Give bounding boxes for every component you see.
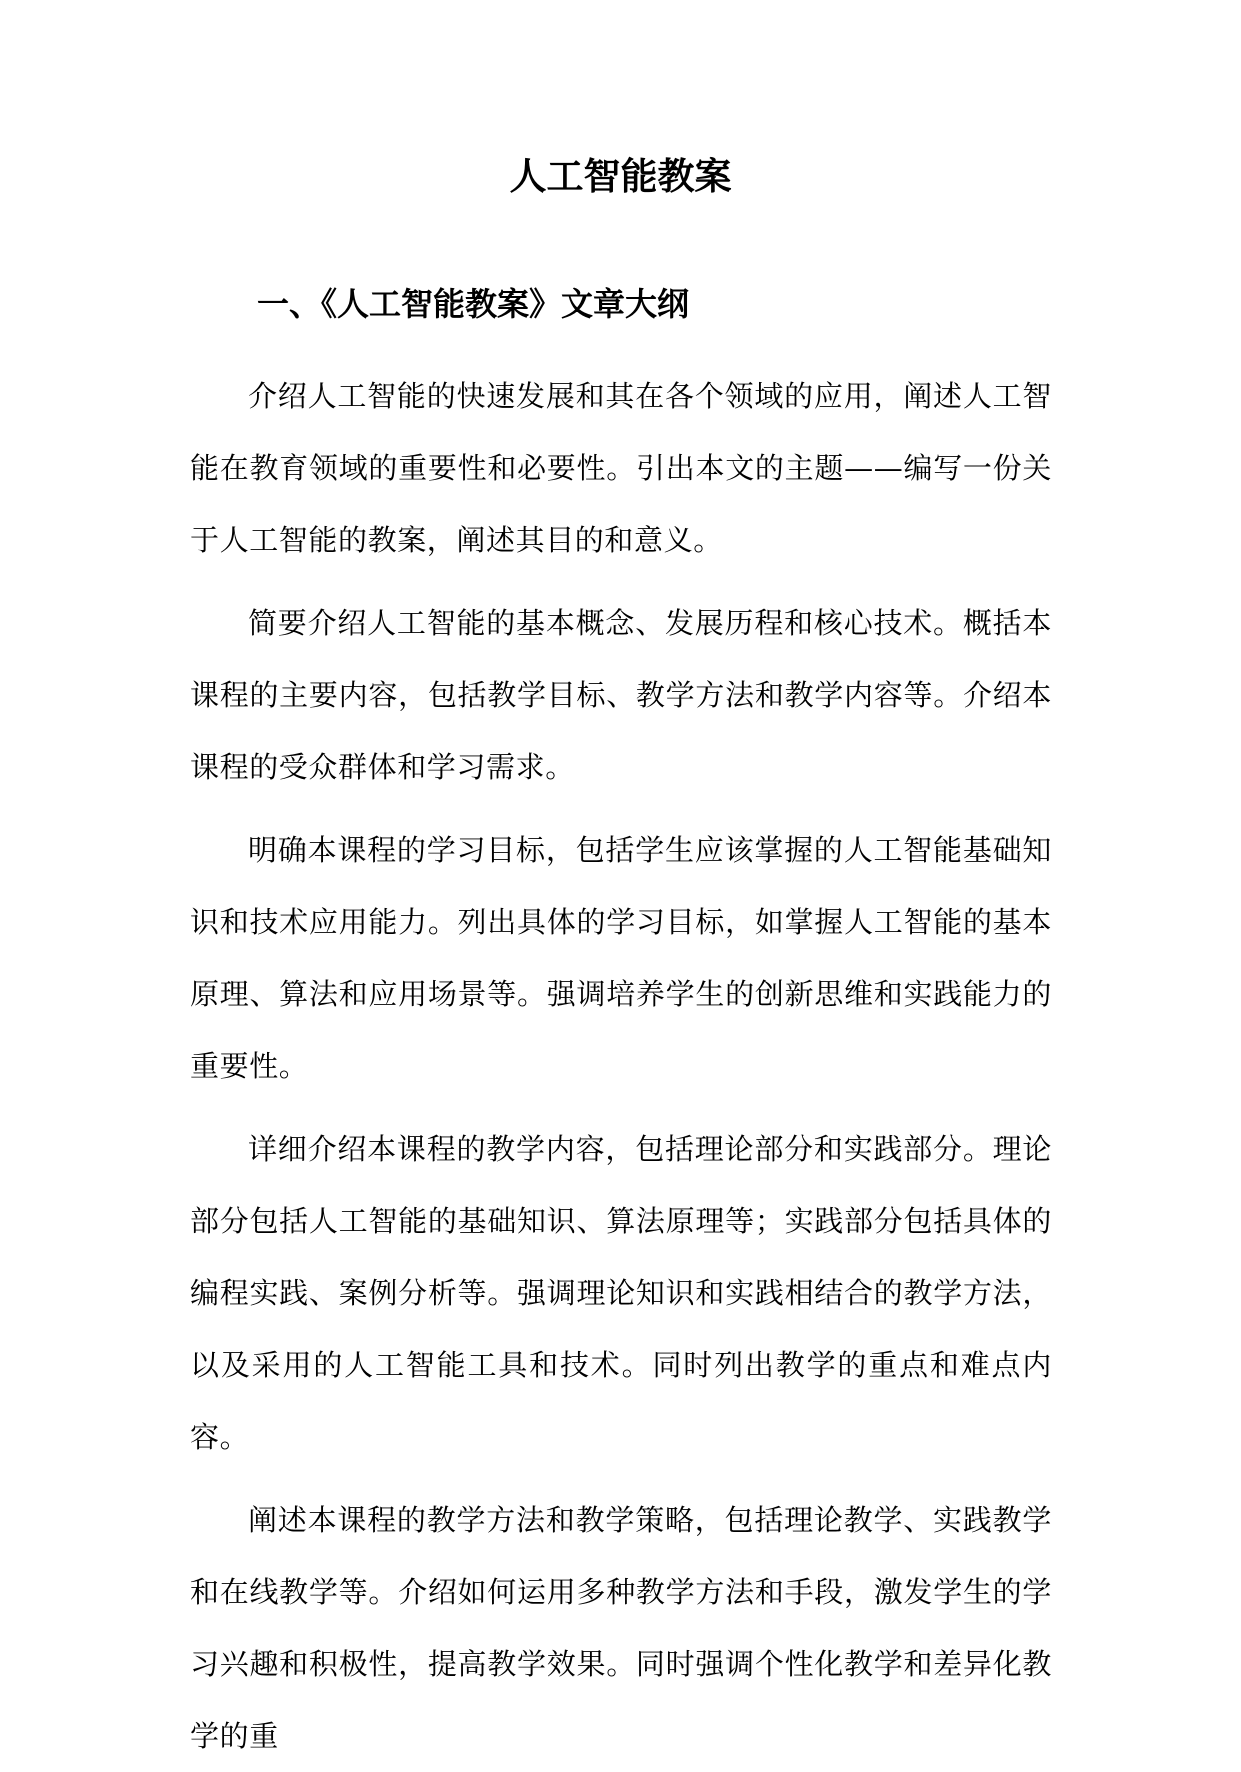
paragraph-2: 简要介绍人工智能的基本概念、发展历程和核心技术。概括本课程的主要内容，包括教学目标、教学方法和教学内容等。介绍本课程的受众群体和学习需求。 bbox=[190, 606, 1052, 784]
body-text bbox=[190, 360, 1052, 1772]
paragraph-3: 明确本课程的学习目标，包括学生应该掌握的人工智能基础知识和技术应用能力。列出具体的学习目标，如掌握人工智能的基本原理、算法和应用场景等。强调培养学生的创新思维和实践能力的重要性。 bbox=[190, 833, 1052, 1083]
document-title: 人工智能教案 bbox=[509, 154, 732, 198]
paragraph-4: 详细介绍本课程的教学内容，包括理论部分和实践部分。理论部分包括人工智能的基础知识、算法原理等；实践部分包括具体的编程实践、案例分析等。强调理论知识和实践相结合的教学方法，以及采用的人工智能工具和技术。同时列出教学的重点和难点内容。 bbox=[190, 1132, 1052, 1454]
paragraph-5: 阐述本课程的教学方法和教学策略，包括理论教学、实践教学和在线教学等。介绍如何运用多种教学方法和手段，激发学生的学习兴趣和积极性，提高教学效果。同时强调个性化教学和差异化教学的重 bbox=[190, 1503, 1052, 1753]
section-heading: 一、《人工智能教案》文章大纲 bbox=[257, 285, 690, 323]
paragraph-1: 介绍人工智能的快速发展和其在各个领域的应用，阐述人工智能在教育领域的重要性和必要性。引出本文的主题——编写一份关于人工智能的教案，阐述其目的和意义。 bbox=[190, 379, 1052, 557]
